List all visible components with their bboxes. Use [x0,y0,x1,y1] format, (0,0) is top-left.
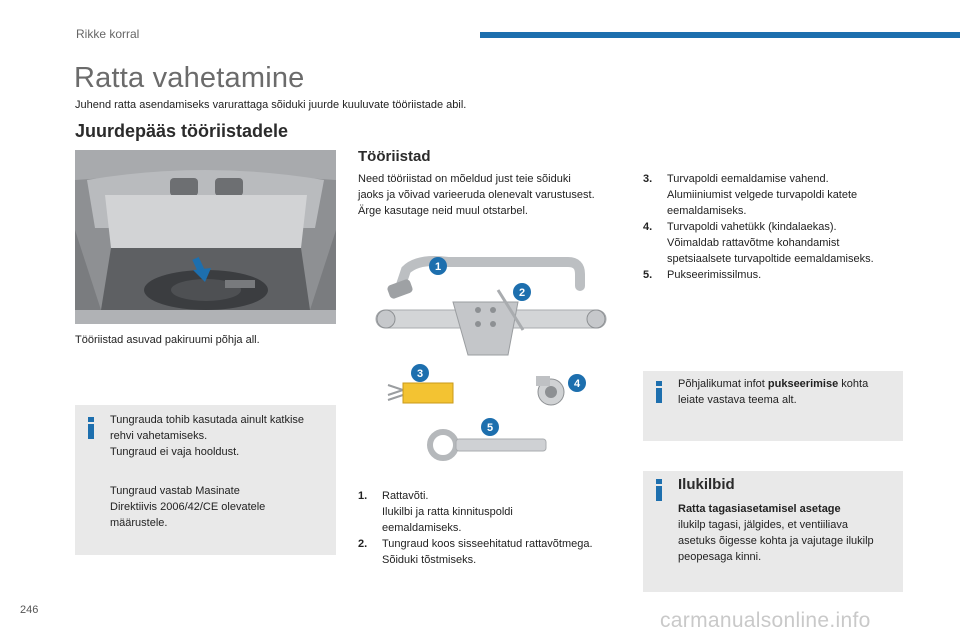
towing-eye-icon [430,432,546,458]
section-title: Juurdepääs tööriistadele [75,121,289,141]
jack-info-paragraph-1: Tungrauda tohib kasutada ainult katkise rehvi vahetamiseks. Tungraud ei vaja hooldust. [110,414,305,458]
callout-badge-4 [568,374,586,392]
hubcaps-title: Ilukilbid [678,476,735,493]
info-icon [88,417,94,439]
tools-title: Tööriistad [358,148,431,165]
towing-info-text: Põhjalikumat infot pukseerimise kohta leiate vastava teema alt. [678,378,869,406]
wheel-wrench-icon [386,261,580,300]
svg-text:4: 4 [573,378,581,390]
page-number: 246 [20,604,39,616]
tools-list-part-2 [643,171,905,283]
hubcaps-info-box [643,471,903,592]
tool-item-3: 3. Turvapoldi eemaldamise vahend. Alumiiniumist velgede turvapoldi katete eemaldamiseks. [643,173,858,217]
callout-badge-3 [411,364,429,382]
callout-badge-2 [513,283,531,301]
photo-caption: Tööriistad asuvad pakiruumi põhja all. [75,334,260,346]
car-jack-icon [376,290,606,355]
svg-text:3: 3 [416,368,424,380]
running-head: Rikke korral [76,27,140,41]
svg-text:5: 5 [486,422,494,434]
tool-item-5: 5. Pukseerimissilmus. [643,269,762,281]
tools-illustration [358,250,623,475]
callout-badge-1 [429,257,447,275]
info-icon [656,479,662,501]
towing-info-box [643,371,903,441]
security-bolt-adapter-icon [536,376,564,405]
info-icon [656,381,662,403]
hubcaps-text: Ratta tagasiasetamisel asetage ilukilp tagasi, jälgides, et ventiiliava asetuks õigesse kohta ja vajutage ilukilp peopesaga kinni. [678,503,874,563]
svg-text:2: 2 [518,287,526,299]
callout-badge-5 [481,418,499,436]
jack-info-paragraph-2: Tungraud vastab Masinate Direktiivis 2006/42/CE olevatele määrustele. [110,485,266,529]
tool-item-4: 4. Turvapoldi vahetükk (kindalaekas). Võimaldab rattavõtme kohandamist spetsiaalsete turvapoltide eemaldamiseks. [643,221,874,265]
tools-intro: Need tööriistad on mõeldud just teie sõiduki jaoks ja võivad varieeruda olenevalt varustusest. Ärge kasutage neid muul otstarbel. [358,173,595,217]
security-bolt-remover-icon [388,383,453,403]
trunk-illustration [75,150,336,324]
tools-list-part-1 [358,488,628,568]
tools-figure [358,250,623,475]
towing-link-text: pukseerimise [767,378,839,390]
jack-info-box [75,405,336,555]
header-accent-bar [480,32,960,38]
watermark: carmanualsonline.info [660,609,871,632]
intro-text: Juhend ratta asendamiseks varurattaga sõiduki juurde kuuluvate tööriistade abil. [75,99,467,111]
tool-item-2: 2. Tungraud koos sisseehitatud rattavõtmega. Sõiduki tõstmiseks. [358,538,593,566]
tool-item-1: 1. Rattavõti. Ilukilbi ja ratta kinnituspoldi eemaldamiseks. [358,490,513,534]
page-title: Ratta vahetamine [74,62,305,94]
trunk-photo [75,150,336,324]
svg-text:1: 1 [434,261,442,273]
